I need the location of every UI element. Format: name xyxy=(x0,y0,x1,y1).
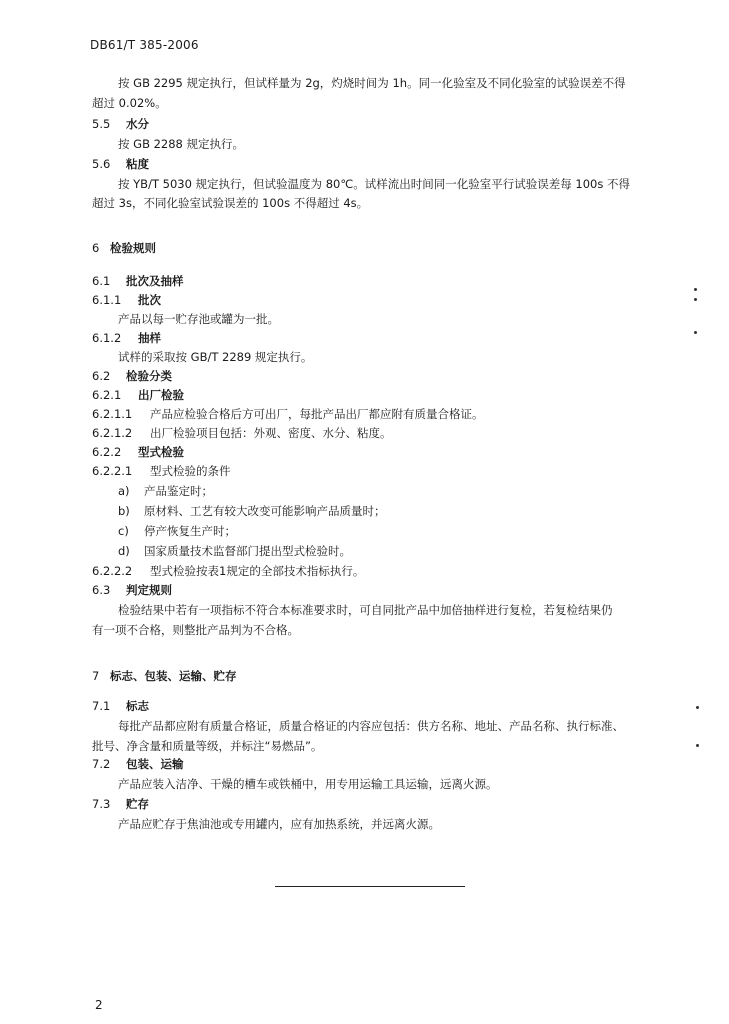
section-heading-6-1-1 xyxy=(92,292,161,308)
section-title: 标志 xyxy=(126,699,149,713)
chapter-number: 7 xyxy=(92,669,100,683)
clause-number: 6.2.1.1 xyxy=(92,407,133,421)
paragraph-moisture: 按 GB 2288 规定执行。 xyxy=(118,137,245,151)
scan-speck xyxy=(694,331,697,334)
paragraph-ash-line2: 超过 0.02%。 xyxy=(92,96,167,110)
section-number: 6.1 xyxy=(92,274,111,288)
clause-6-2-1-2 xyxy=(92,425,392,441)
chapter-heading-7 xyxy=(92,668,237,684)
chapter-title: 标志、包装、运输、贮存 xyxy=(110,669,237,683)
section-number: 6.2.2 xyxy=(92,445,122,459)
section-heading-6-2 xyxy=(92,368,172,384)
clause-number: 6.2.2.2 xyxy=(92,564,133,578)
section-heading-7-2 xyxy=(92,756,184,772)
section-number: 5.5 xyxy=(92,117,111,131)
list-item-b xyxy=(118,503,386,519)
paragraph-judgement-line1: 检验结果中若有一项指标不符合本标准要求时，可自同批产品中加倍抽样进行复检，若复检结果仍 xyxy=(118,603,613,617)
section-title: 粘度 xyxy=(126,157,149,171)
list-item-a xyxy=(118,483,213,499)
section-title: 检验分类 xyxy=(126,369,172,383)
clause-number: 6.2.1.2 xyxy=(92,426,133,440)
scan-speck xyxy=(696,744,699,747)
list-item-c xyxy=(118,523,236,539)
end-of-document-rule xyxy=(275,886,465,887)
list-text: 国家质量技术监督部门提出型式检验时。 xyxy=(144,544,351,558)
scan-speck xyxy=(694,298,697,301)
paragraph-packaging: 产品应装入洁净、干燥的槽车或铁桶中，用专用运输工具运输，远离火源。 xyxy=(118,777,498,791)
section-number: 7.3 xyxy=(92,797,111,811)
clause-text: 型式检验的条件 xyxy=(150,464,231,478)
section-title: 水分 xyxy=(126,117,149,131)
list-item-d xyxy=(118,543,351,559)
section-number: 7.2 xyxy=(92,757,111,771)
document-code-header: DB61/T 385-2006 xyxy=(90,38,199,52)
clause-number: 6.2.2.1 xyxy=(92,464,133,478)
section-heading-6-3 xyxy=(92,582,172,598)
section-title: 判定规则 xyxy=(126,583,172,597)
section-title: 批次及抽样 xyxy=(126,274,184,288)
list-marker: b) xyxy=(118,504,130,518)
scan-speck xyxy=(696,706,699,709)
chapter-title: 检验规则 xyxy=(110,241,156,255)
section-title: 出厂检验 xyxy=(138,388,184,402)
chapter-number: 6 xyxy=(92,241,100,255)
paragraph-viscosity-line1: 按 YB/T 5030 规定执行，但试验温度为 80℃。试样流出时间同一化验室平行试验误差每 100s 不得 xyxy=(118,177,630,191)
clause-6-2-2-1 xyxy=(92,463,231,479)
section-title: 批次 xyxy=(138,293,161,307)
section-number: 5.6 xyxy=(92,157,111,171)
section-heading-7-1 xyxy=(92,698,149,714)
chapter-heading-6 xyxy=(92,240,156,256)
list-marker: a) xyxy=(118,484,130,498)
list-text: 原材料、工艺有较大改变可能影响产品质量时； xyxy=(144,504,386,518)
paragraph-judgement-line2: 有一项不合格，则整批产品判为不合格。 xyxy=(92,623,299,637)
clause-text: 型式检验按表1规定的全部技术指标执行。 xyxy=(150,564,365,578)
section-title: 贮存 xyxy=(126,797,149,811)
section-title: 包装、运输 xyxy=(126,757,184,771)
clause-6-2-1-1 xyxy=(92,406,484,422)
section-heading-7-3 xyxy=(92,796,149,812)
list-marker: d) xyxy=(118,544,130,558)
page-number: 2 xyxy=(95,998,103,1012)
section-heading-6-2-1 xyxy=(92,387,184,403)
paragraph-marking-line2: 批号、净含量和质量等级，并标注“易燃品”。 xyxy=(92,739,323,753)
section-number: 7.1 xyxy=(92,699,111,713)
section-heading-6-1 xyxy=(92,273,184,289)
section-number: 6.1.2 xyxy=(92,331,122,345)
paragraph-marking-line1: 每批产品都应附有质量合格证，质量合格证的内容应包括：供方名称、地址、产品名称、执行标准、 xyxy=(118,719,624,733)
list-marker: c) xyxy=(118,524,129,538)
list-text: 产品鉴定时； xyxy=(144,484,213,498)
paragraph-viscosity-line2: 超过 3s，不同化验室试验误差的 100s 不得超过 4s。 xyxy=(92,196,369,210)
paragraph-batch: 产品以每一贮存池或罐为一批。 xyxy=(118,312,279,326)
section-number: 6.2.1 xyxy=(92,388,122,402)
paragraph-storage: 产品应贮存于焦油池或专用罐内，应有加热系统，并远离火源。 xyxy=(118,817,440,831)
clause-text: 产品应检验合格后方可出厂，每批产品出厂都应附有质量合格证。 xyxy=(150,407,484,421)
section-number: 6.3 xyxy=(92,583,111,597)
section-heading-5-6 xyxy=(92,156,149,172)
section-heading-5-5 xyxy=(92,116,149,132)
section-number: 6.2 xyxy=(92,369,111,383)
clause-6-2-2-2 xyxy=(92,563,364,579)
paragraph-sampling: 试样的采取按 GB/T 2289 规定执行。 xyxy=(118,350,313,364)
section-heading-6-1-2 xyxy=(92,330,161,346)
section-number: 6.1.1 xyxy=(92,293,122,307)
clause-text: 出厂检验项目包括：外观、密度、水分、粘度。 xyxy=(150,426,392,440)
section-heading-6-2-2 xyxy=(92,444,184,460)
section-title: 型式检验 xyxy=(138,445,184,459)
list-text: 停产恢复生产时； xyxy=(144,524,236,538)
paragraph-ash-line1: 按 GB 2295 规定执行，但试样量为 2g，灼烧时间为 1h。同一化验室及不同化验室的试验误差不得 xyxy=(118,76,626,90)
section-title: 抽样 xyxy=(138,331,161,345)
scan-speck xyxy=(694,288,697,291)
